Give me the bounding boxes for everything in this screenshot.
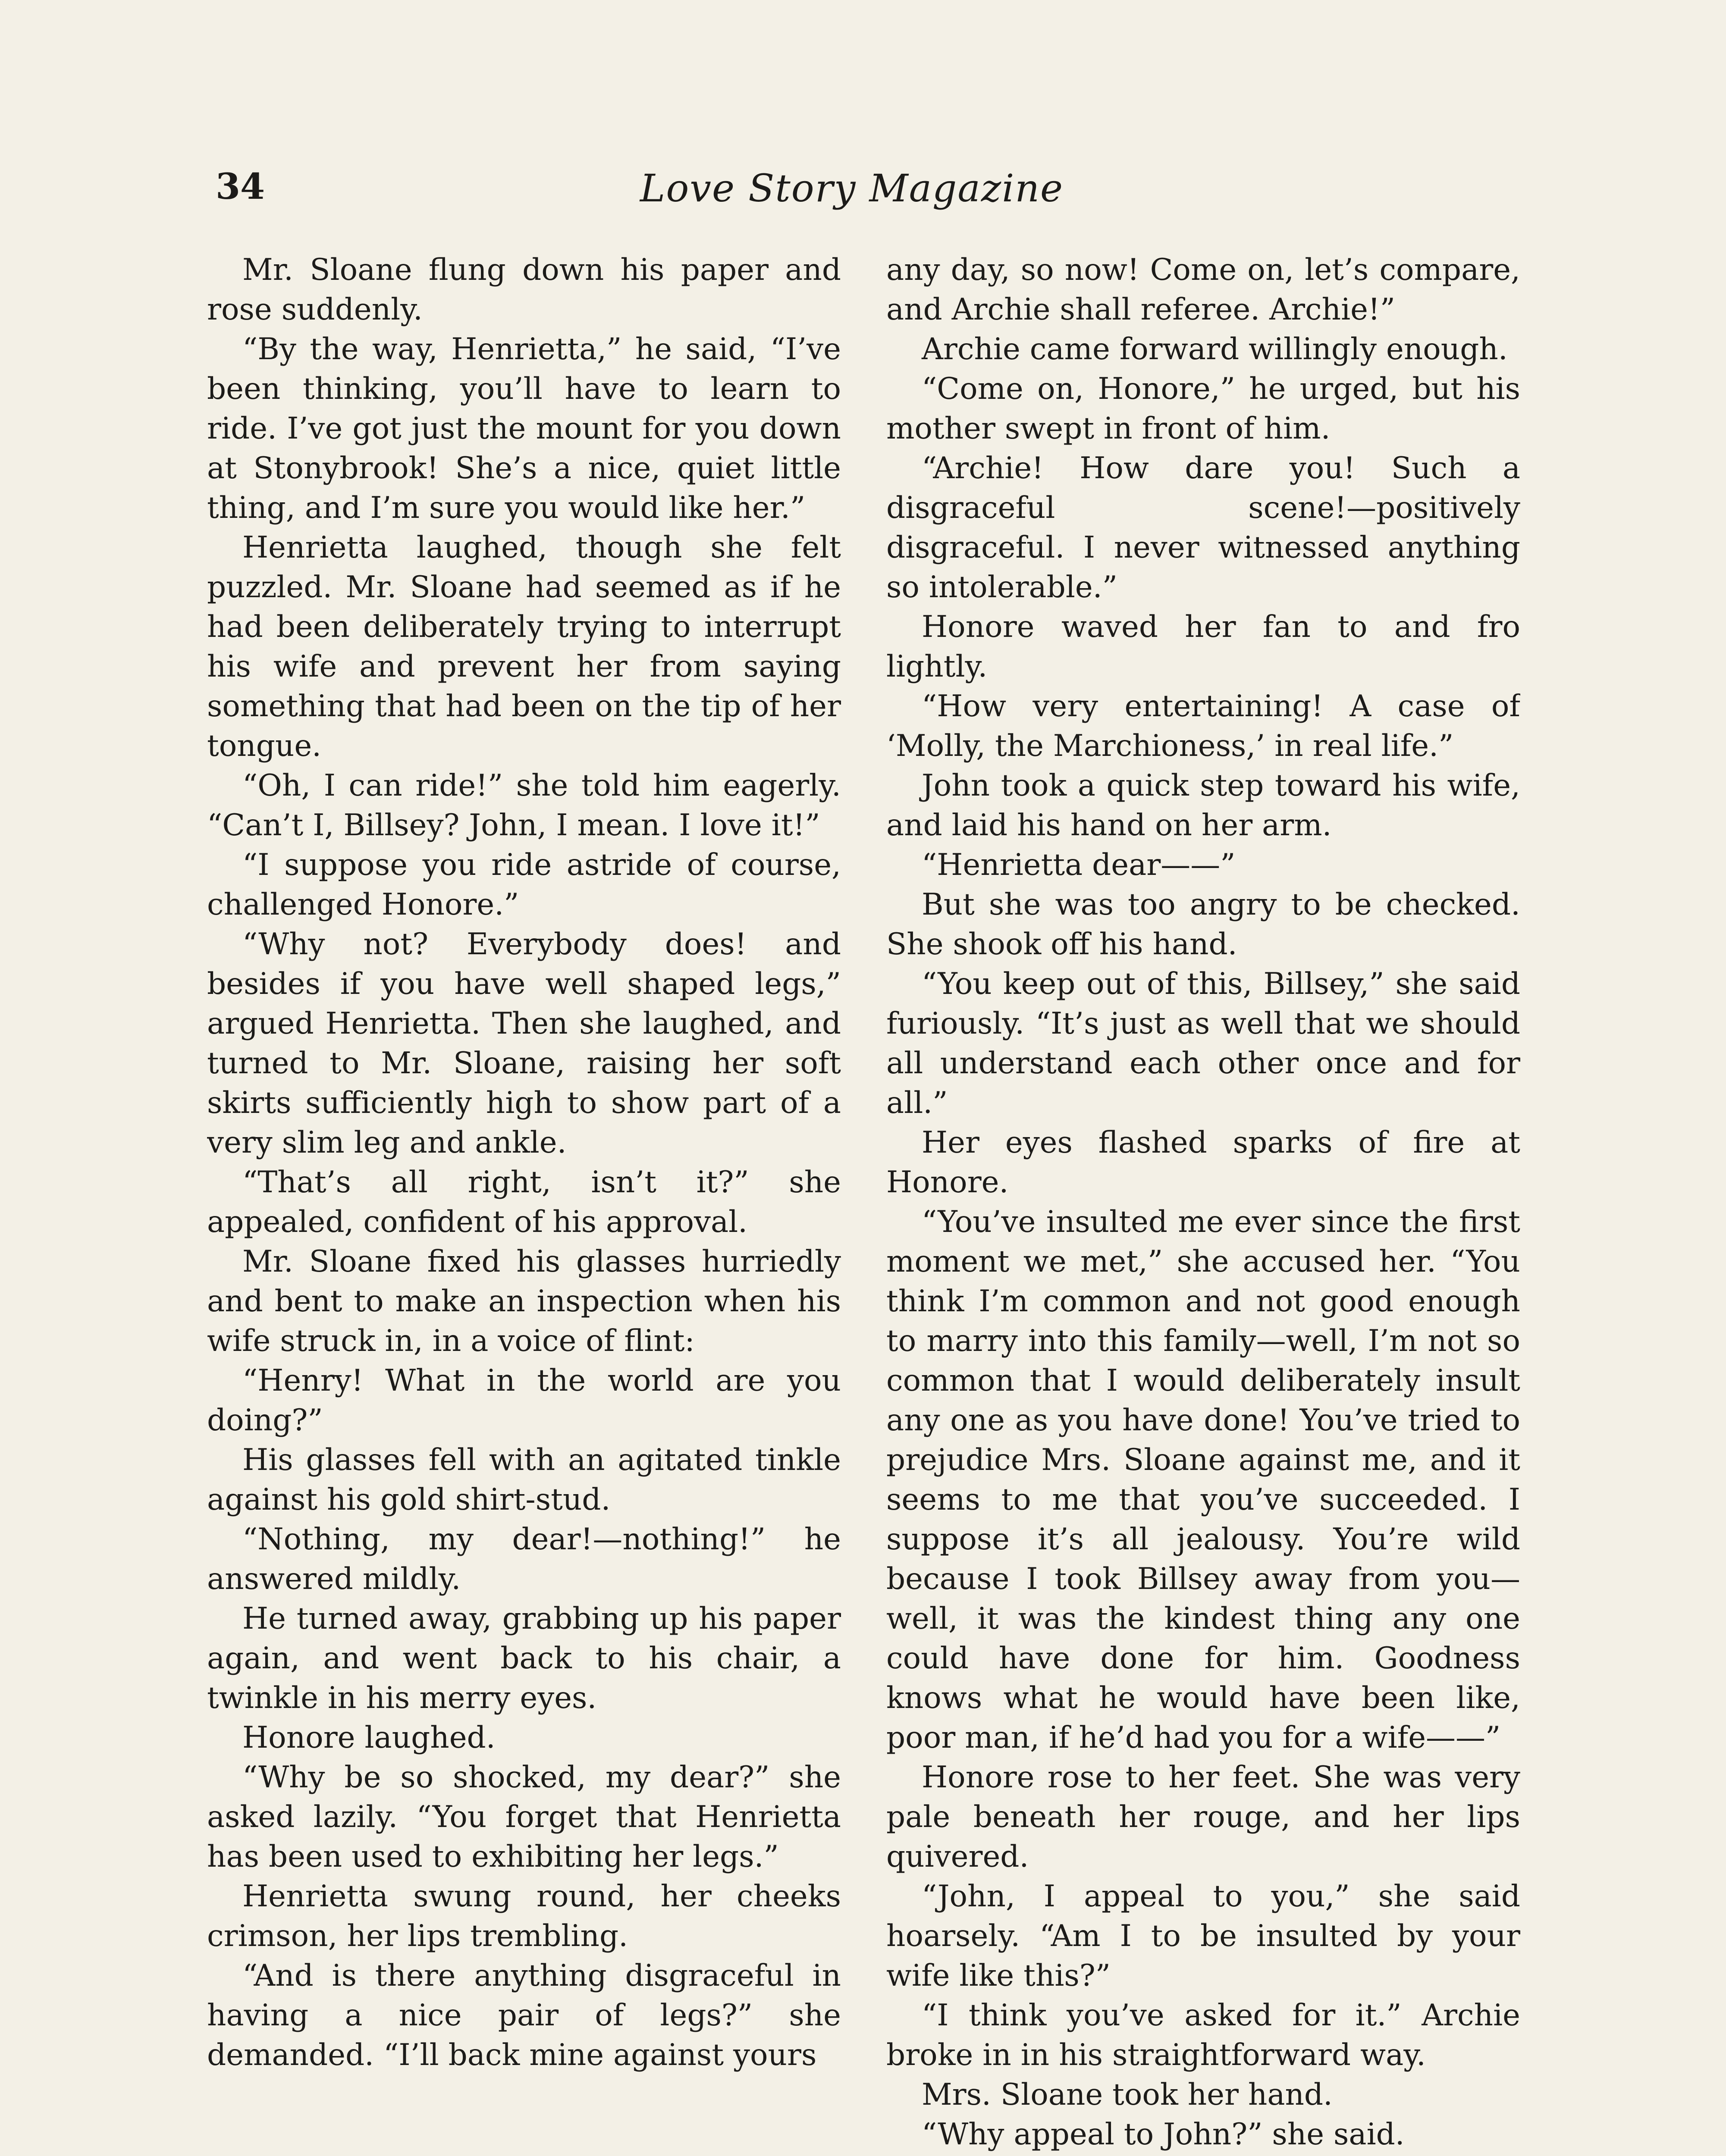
paragraph: Honore waved her fan to and fro lightly. bbox=[886, 610, 1520, 684]
paragraph: “Come on, Honore,” he urged, but his mother swept in front of him. bbox=[886, 372, 1520, 446]
paragraph: Henrietta swung round, her cheeks crimson, her lips trembling. bbox=[207, 1879, 841, 1953]
paragraph: “Nothing, my dear!—nothing!” he answered mildly. bbox=[207, 1522, 841, 1596]
paragraph: “Henrietta dear——” bbox=[922, 848, 1236, 882]
page-number: 34 bbox=[216, 166, 265, 207]
right-text-column bbox=[886, 250, 1520, 2156]
paragraph: Honore laughed. bbox=[242, 1720, 496, 1755]
paragraph: “Oh, I can ride!” she told him eagerly. “Can’t I, Billsey? John, I mean. I love it!” bbox=[207, 768, 841, 843]
paragraph: But she was too angry to be checked. She shook off his hand. bbox=[886, 887, 1520, 962]
paragraph: Her eyes flashed sparks of fire at Honore. bbox=[886, 1125, 1520, 1200]
paragraph: “How very entertaining! A case of ‘Molly, the Marchioness,’ in real life.” bbox=[886, 689, 1520, 763]
paragraph: any day, so now! Come on, let’s compare, and Archie shall referee. Archie!” bbox=[886, 253, 1520, 327]
paragraph: Mr. Sloane fixed his glasses hurriedly and bent to make an inspection when his wife struck in, in a voice of flint: bbox=[207, 1244, 841, 1358]
paragraph: “I think you’ve asked for it.” Archie broke in in his straightforward way. bbox=[886, 1998, 1520, 2072]
paragraph: “That’s all right, isn’t it?” she appealed, confident of his approval. bbox=[207, 1165, 841, 1239]
running-title: Love Story Magazine bbox=[640, 166, 1064, 210]
paragraph: Honore rose to her feet. She was very pale beneath her rouge, and her lips quivered. bbox=[886, 1760, 1520, 1874]
paragraph: “You’ve insulted me ever since the first moment we met,” she accused her. “You think I’m common and not good enough to marry into this family—well, I’m not so common that I would deliberately insult any one as you have done! You’ve tried to prejudice Mrs. Sloane against me, and it seems to me that you’ve succeeded. I suppose it’s all jealousy. You’re wild because I took Billsey away from you—well, it was the kindest thing any one could have done for him. Goodness knows what he would have been like, poor man, if he’d had you for a wife——” bbox=[886, 1205, 1520, 1755]
paragraph: “By the way, Henrietta,” he said, “I’ve been thinking, you’ll have to learn to ride. I’ve got just the mount for you down at Stonybrook! She’s a nice, quiet little thing, and I’m sure you would like her.” bbox=[207, 332, 841, 525]
paragraph: Henrietta laughed, though she felt puzzled. Mr. Sloane had seemed as if he had been deliberately trying to interrupt his wife and prevent her from saying something that had been on the tip of her tongue. bbox=[207, 530, 841, 763]
paragraph: Archie came forward willingly enough. bbox=[922, 332, 1508, 367]
paragraph: He turned away, grabbing up his paper again, and went back to his chair, a twinkle in his merry eyes. bbox=[207, 1601, 841, 1715]
paragraph: “You keep out of this, Billsey,” she said furiously. “It’s just as well that we should all understand each other once and for all.” bbox=[886, 967, 1520, 1120]
paragraph: “Archie! How dare you! Such a disgraceful scene!—positively disgraceful. I never witnessed anything so intolerable.” bbox=[886, 451, 1520, 605]
paragraph: “And is there anything disgraceful in having a nice pair of legs?” she demanded. “I’ll back mine against yours bbox=[207, 1959, 841, 2072]
paragraph: Mrs. Sloane took her hand. bbox=[922, 2078, 1333, 2112]
paragraph: “I suppose you ride astride of course, challenged Honore.” bbox=[207, 848, 841, 922]
paragraph: John took a quick step toward his wife, and laid his hand on her arm. bbox=[886, 768, 1520, 843]
paragraph: “Why be so shocked, my dear?” she asked lazily. “You forget that Henrietta has been used to exhibiting her legs.” bbox=[207, 1760, 841, 1874]
paragraph: “Henry! What in the world are you doing?” bbox=[207, 1363, 841, 1438]
left-text-column bbox=[207, 250, 841, 2156]
paragraph: Mr. Sloane flung down his paper and rose suddenly. bbox=[207, 253, 841, 327]
paragraph: “Why not? Everybody does! and besides if you have well shaped legs,” argued Henrietta. Then she laughed, and turned to Mr. Sloane, raising her soft skirts sufficiently high to show part of a very slim leg and ankle. bbox=[207, 927, 841, 1160]
paragraph: His glasses fell with an agitated tinkle against his gold shirt-stud. bbox=[207, 1443, 841, 1517]
paragraph: “Why appeal to John?” she said. bbox=[922, 2117, 1405, 2152]
paragraph: “John, I appeal to you,” she said hoarsely. “Am I to be insulted by your wife like this?” bbox=[886, 1879, 1520, 1993]
